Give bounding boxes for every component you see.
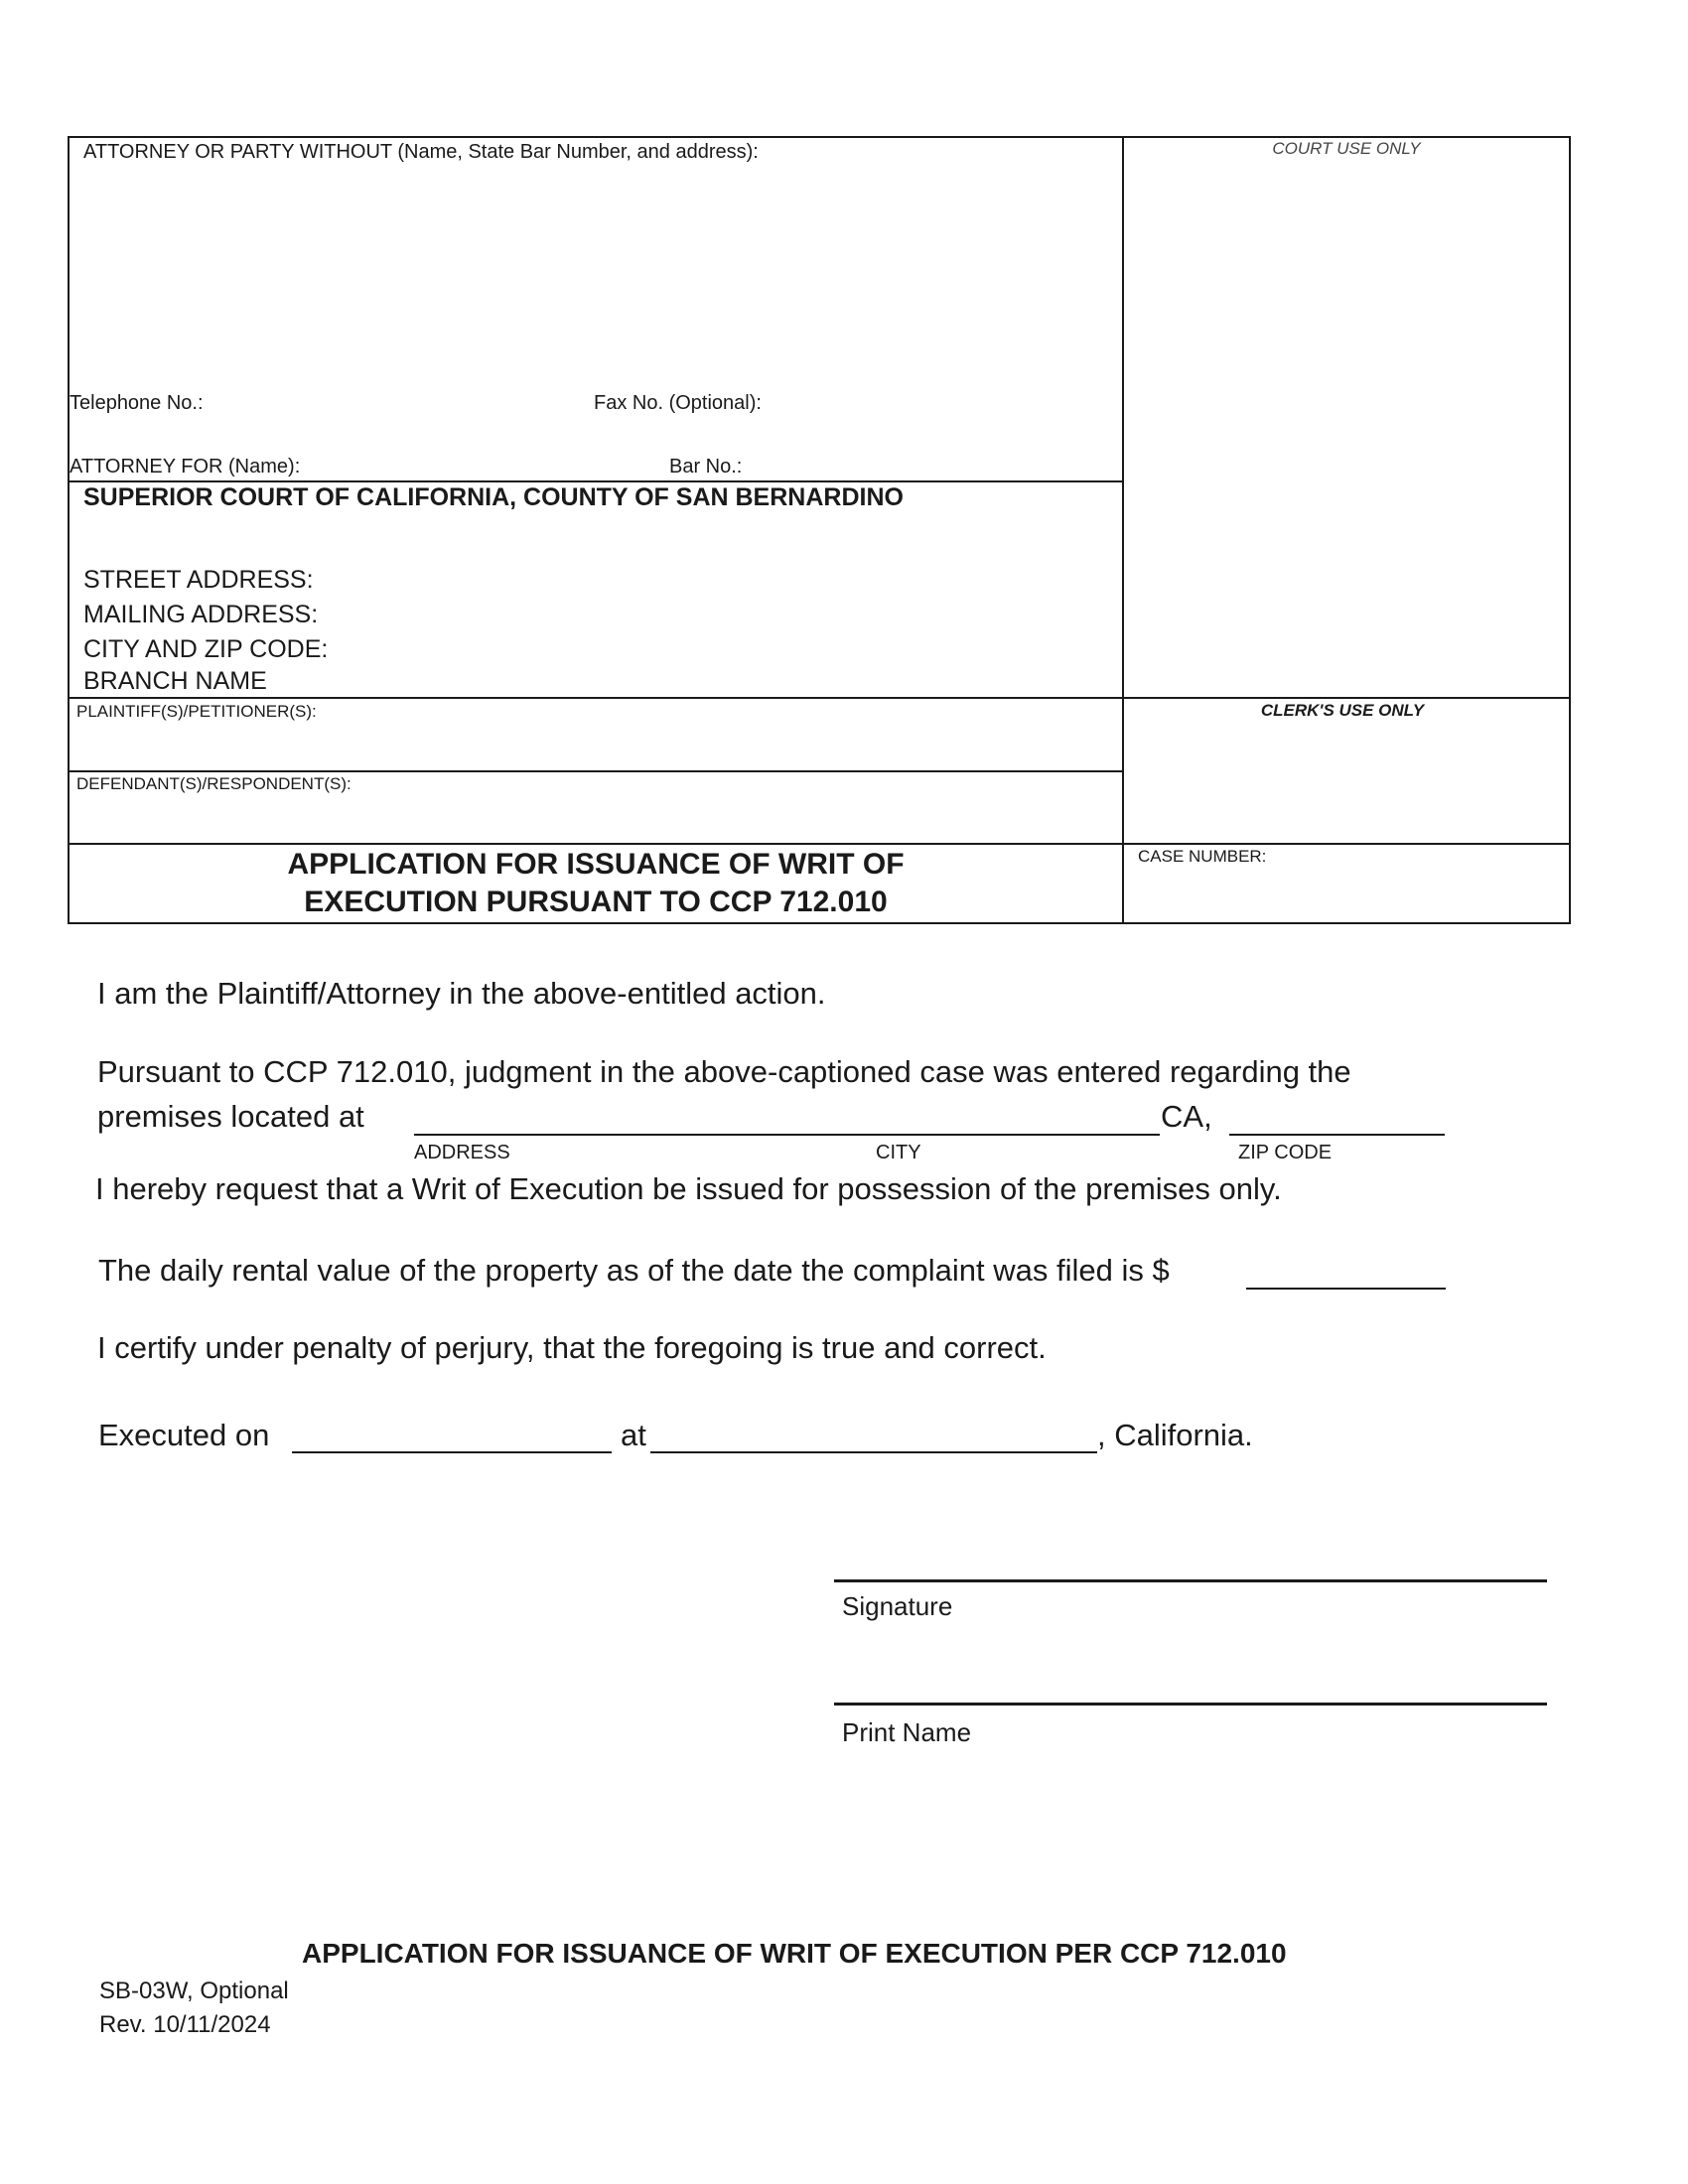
form-title-line2: EXECUTION PURSUANT TO CCP 712.010 <box>304 886 888 918</box>
city-caption: CITY <box>876 1142 921 1163</box>
fax-label: Fax No. (Optional): <box>594 392 762 414</box>
attorney-label: ATTORNEY OR PARTY WITHOUT (Name, State Bar Number, and address): <box>83 141 759 163</box>
branch-name-label: BRANCH NAME <box>83 667 267 695</box>
court-name: SUPERIOR COURT OF CALIFORNIA, COUNTY OF SAN BERNARDINO <box>83 483 904 511</box>
plaintiff-label: PLAINTIFF(S)/PETITIONER(S): <box>76 702 317 721</box>
bar-no-label: Bar No.: <box>669 456 743 478</box>
statement-certify: I certify under penalty of perjury, that the foregoing is true and correct. <box>97 1330 1047 1365</box>
form-id: SB-03W, Optional <box>99 1978 289 2004</box>
address-field[interactable] <box>414 1134 1003 1136</box>
statement-rental-value: The daily rental value of the property as of the date the complaint was filed is $ <box>98 1253 1170 1288</box>
form-title <box>70 846 1122 921</box>
court-parties-divider <box>68 697 1571 699</box>
at-label: at <box>621 1418 646 1452</box>
print-name-line[interactable] <box>834 1703 1547 1706</box>
telephone-label: Telephone No.: <box>70 392 204 414</box>
statement-plaintiff-attorney: I am the Plaintiff/Attorney in the above-entitled action. <box>97 976 826 1011</box>
form-revision: Rev. 10/11/2024 <box>99 2011 271 2038</box>
clerks-use-only-label: CLERK'S USE ONLY <box>1260 701 1425 720</box>
footer-title: APPLICATION FOR ISSUANCE OF WRIT OF EXECUTION PER CCP 712.010 <box>302 1938 1287 1969</box>
statement-request-writ: I hereby request that a Writ of Execution be issued for possession of the premises only. <box>95 1171 1282 1206</box>
court-use-only-label: COURT USE ONLY <box>1272 139 1421 158</box>
statement-judgment-line2: premises located at <box>97 1099 364 1134</box>
signature-line[interactable] <box>834 1579 1547 1582</box>
ca-label: CA, <box>1161 1099 1212 1134</box>
box-column-divider <box>1122 136 1124 924</box>
street-address-label: STREET ADDRESS: <box>83 566 314 594</box>
plaintiff-defendant-divider <box>68 770 1124 772</box>
city-field[interactable] <box>1003 1134 1160 1136</box>
signature-label: Signature <box>842 1591 953 1621</box>
case-number-label: CASE NUMBER: <box>1138 847 1267 866</box>
print-name-label: Print Name <box>842 1717 972 1747</box>
statement-judgment-line1: Pursuant to CCP 712.010, judgment in the above-captioned case was entered regarding the <box>97 1054 1351 1089</box>
california-label: , California. <box>1097 1418 1253 1452</box>
attorney-court-divider <box>68 480 1124 482</box>
box-bottom-border <box>68 922 1571 924</box>
zip-code-field[interactable] <box>1229 1134 1445 1136</box>
form-title-line1: APPLICATION FOR ISSUANCE OF WRIT OF <box>287 848 905 881</box>
mailing-address-label: MAILING ADDRESS: <box>83 601 319 628</box>
city-zip-label: CITY AND ZIP CODE: <box>83 635 329 663</box>
box-left-border <box>68 136 70 924</box>
parties-title-divider <box>68 843 1571 845</box>
attorney-for-label: ATTORNEY FOR (Name): <box>70 456 301 478</box>
box-right-border <box>1569 136 1571 924</box>
address-caption: ADDRESS <box>414 1142 510 1163</box>
executed-place-field[interactable] <box>650 1451 1097 1453</box>
executed-on-label: Executed on <box>98 1418 270 1452</box>
executed-date-field[interactable] <box>292 1451 612 1453</box>
defendant-label: DEFENDANT(S)/RESPONDENT(S): <box>76 774 352 793</box>
box-top-border <box>68 136 1571 138</box>
rental-value-field[interactable] <box>1246 1288 1446 1290</box>
zip-code-caption: ZIP CODE <box>1238 1142 1333 1163</box>
